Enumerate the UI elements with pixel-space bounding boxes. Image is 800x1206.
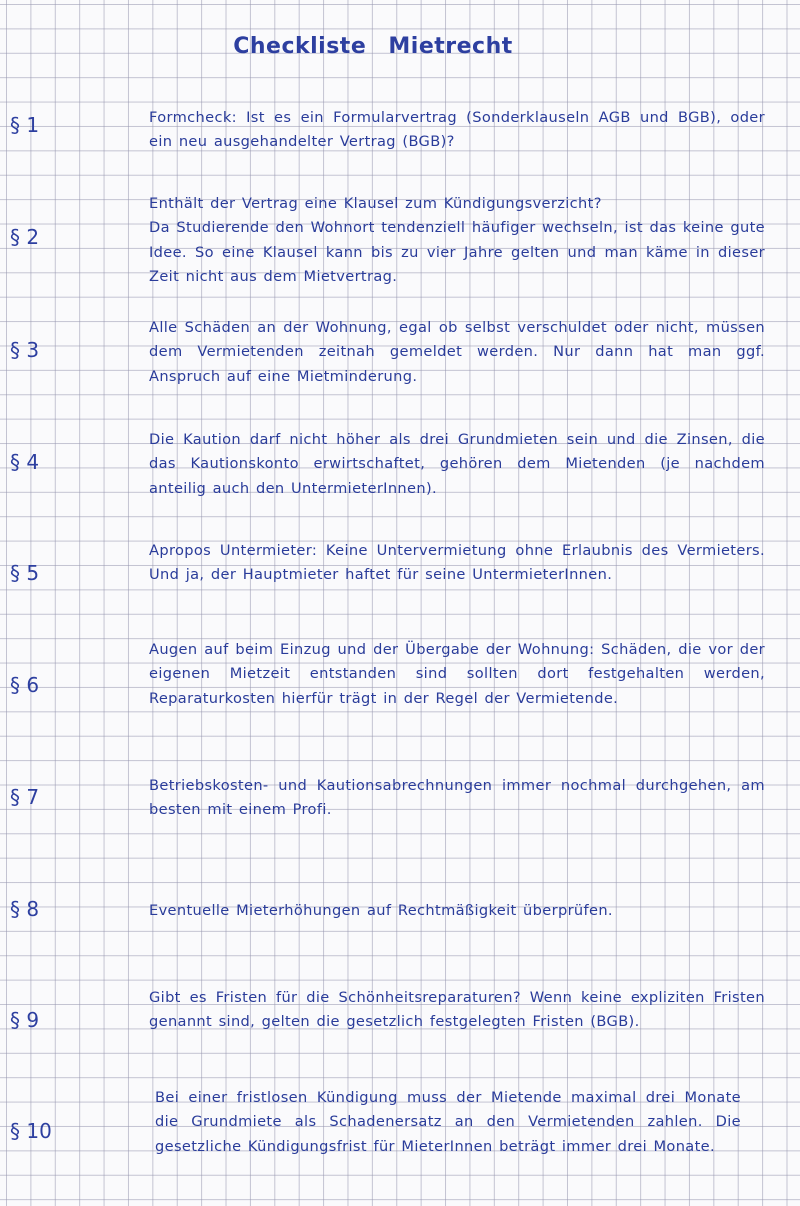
paragraph-text-7: Betriebskosten- und Kautionsabrechnungen immer nochmal durchgehen, am besten mit einem Profi. — [149, 777, 765, 819]
paragraph-sign-3: § 3 — [10, 338, 40, 362]
paragraph-text-10: Bei einer fristlosen Kündigung muss der Mietende maximal drei Monate die Grundmiete als Schadenersatz an den Vermietenden zahlen. Die gesetzliche Kündigungsfrist für MieterInnen beträgt immer drei Monate. — [155, 1089, 741, 1155]
paragraph-text-3: Alle Schäden an der Wohnung, egal ob selbst verschuldet oder nicht, müssen dem Vermietenden zeitnah gemeldet werden. Nur dann hat man ggf. Anspruch auf eine Mietminderung. — [149, 319, 765, 385]
page-title: Checkliste Mietrecht — [233, 34, 513, 59]
paragraph-sign-8: § 8 — [10, 897, 40, 921]
paragraph-text-4: Die Kaution darf nicht höher als drei Grundmieten sein und die Zinsen, die das Kautionskonto erwirtschaftet, gehören dem Mietenden (je nachdem anteilig auch den UntermieterInnen). — [149, 431, 765, 497]
paragraph-text-8: Eventuelle Mieterhöhungen auf Rechtmäßigkeit überprüfen. — [149, 902, 613, 919]
paragraph-text-2: Enthält der Vertrag eine Klausel zum Kündigungsverzicht? Da Studierende den Wohnort tendenziell häufiger wechseln, ist das keine gute Idee. So eine Klausel kann bis zu vier Jahre gelten und man käme in dieser Zeit nicht aus dem Mietvertrag. — [149, 195, 765, 286]
paragraph-text-6: Augen auf beim Einzug und der Übergabe der Wohnung: Schäden, die vor der eigenen Mietzeit entstanden sind sollten dort festgehalten werden, Reparaturkosten hierfür trägt in der Regel der Vermietende. — [149, 641, 765, 707]
paragraph-text-5: Apropos Untermieter: Keine Untervermietung ohne Erlaubnis des Vermieters. Und ja, der Hauptmieter haftet für seine UntermieterInnen. — [149, 542, 765, 584]
paragraph-text-1: Formcheck: Ist es ein Formularvertrag (Sonderklauseln AGB und BGB), oder ein neu ausgehandelter Vertrag (BGB)? — [149, 109, 765, 151]
paragraph-sign-4: § 4 — [10, 450, 40, 474]
paragraph-sign-7: § 7 — [10, 785, 40, 809]
paragraph-sign-9: § 9 — [10, 1008, 40, 1032]
paragraph-text-9: Gibt es Fristen für die Schönheitsreparaturen? Wenn keine expliziten Fristen genannt sind, gelten die gesetzlich festgelegten Fristen (BGB). — [149, 989, 765, 1031]
paragraph-sign-6: § 6 — [10, 673, 40, 697]
paragraph-sign-5: § 5 — [10, 561, 40, 585]
paragraph-sign-2: § 2 — [10, 225, 40, 249]
paragraph-sign-10: § 10 — [10, 1119, 52, 1143]
paragraph-sign-1: § 1 — [10, 113, 40, 137]
